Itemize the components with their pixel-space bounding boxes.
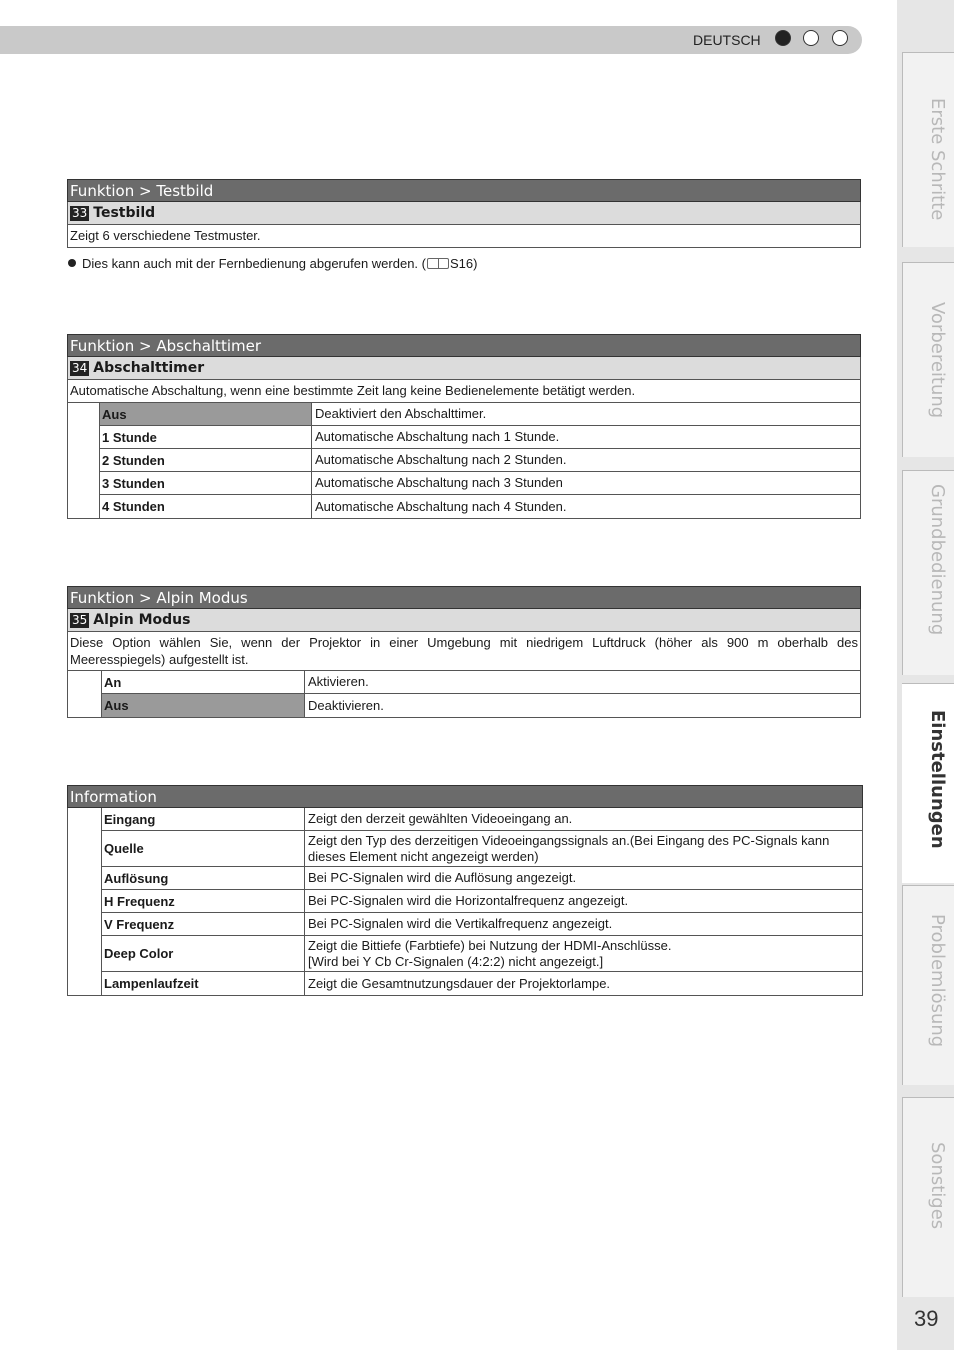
language-dot-empty-icon <box>803 30 819 46</box>
side-tab-label: Vorbereitung <box>927 302 948 419</box>
section-alpin-modus <box>67 586 861 718</box>
info-key: Auflösung <box>102 867 305 889</box>
item-label: Testbild <box>93 205 156 221</box>
table-row <box>102 694 860 717</box>
section-title: Information <box>67 785 863 808</box>
section-title: Funktion > Testbild <box>67 179 861 202</box>
info-key: Eingang <box>102 808 305 830</box>
table-row <box>102 808 862 831</box>
language-label: DEUTSCH <box>693 32 761 48</box>
section-testbild <box>67 179 861 248</box>
info-key: Lampenlaufzeit <box>102 972 305 995</box>
option-key: Aus <box>102 694 305 717</box>
language-dot-filled-icon <box>775 30 791 46</box>
info-value: Zeigt die Bittiefe (Farbtiefe) bei Nutzung der HDMI-Anschlüsse. [Wird bei Y Cb Cr-Signalen (4:2:2) nicht angezeigt.] <box>308 937 672 969</box>
section-information <box>67 785 863 996</box>
bullet-icon <box>68 259 76 267</box>
table-row <box>100 426 860 449</box>
table-row <box>102 867 862 890</box>
option-value: Deaktiviert den Abschalttimer. <box>315 406 487 421</box>
info-key: H Frequenz <box>102 890 305 912</box>
option-key: 3 Stunden <box>100 472 312 494</box>
item-label: Abschalttimer <box>93 360 205 376</box>
side-tab-label: Problemlösung <box>927 914 948 1048</box>
option-value: Deaktivieren. <box>308 697 384 713</box>
section-abschalttimer <box>67 334 861 519</box>
note <box>68 256 477 271</box>
table-row <box>100 403 860 426</box>
side-tab-label: Grundbedienung <box>927 484 948 636</box>
side-tab-label: Einstellungen <box>927 710 948 849</box>
table-row <box>102 913 862 936</box>
item-number: 35 <box>72 613 88 627</box>
table-row <box>100 449 860 472</box>
item-heading <box>67 609 861 632</box>
table-row <box>102 831 862 867</box>
information-table <box>67 808 863 996</box>
option-value: Automatische Abschaltung nach 3 Stunden <box>315 475 563 490</box>
table-row <box>102 890 862 913</box>
option-key: 2 Stunden <box>100 449 312 471</box>
option-key: Aus <box>100 403 312 425</box>
item-label: Alpin Modus <box>93 612 191 628</box>
table-row <box>102 671 860 694</box>
note-text: Dies kann auch mit der Fernbedienung abgerufen werden. ( <box>82 256 426 271</box>
item-description: Diese Option wählen Sie, wenn der Projektor in einer Umgebung mit niedrigem Luftdruck (höher als 900 m oberhalb des Meeresspiegels) aufgestellt ist. <box>67 632 861 671</box>
info-value: Zeigt die Gesamtnutzungsdauer der Projektorlampe. <box>308 975 611 991</box>
section-title: Funktion > Abschalttimer <box>67 334 861 357</box>
options-table <box>67 403 861 519</box>
item-heading <box>67 202 861 225</box>
item-number: 34 <box>72 361 88 375</box>
info-value: Bei PC-Signalen wird die Horizontalfrequenz angezeigt. <box>308 893 629 908</box>
table-row <box>100 472 860 495</box>
side-tab-label: Erste Schritte <box>927 98 948 221</box>
table-row <box>100 495 860 518</box>
option-value: Automatische Abschaltung nach 4 Stunden. <box>315 498 567 514</box>
option-value: Automatische Abschaltung nach 2 Stunden. <box>315 452 567 467</box>
section-title: Funktion > Alpin Modus <box>67 586 861 609</box>
page-number: 39 <box>914 1306 939 1331</box>
language-dot-empty-icon <box>832 30 848 46</box>
book-reference-icon <box>427 258 449 269</box>
table-row <box>102 972 862 995</box>
item-number: 33 <box>72 206 88 220</box>
item-heading <box>67 357 861 380</box>
option-value: Automatische Abschaltung nach 1 Stunde. <box>315 429 560 444</box>
item-description: Automatische Abschaltung, wenn eine bestimmte Zeit lang keine Bedienelemente betätigt werden. <box>67 380 861 403</box>
options-table <box>67 671 861 718</box>
side-tab-label: Sonstiges <box>927 1142 948 1230</box>
info-key: V Frequenz <box>102 913 305 935</box>
note-reference: S16) <box>450 256 478 271</box>
option-key: 1 Stunde <box>100 426 312 448</box>
info-value: Zeigt den derzeit gewählten Videoeingang an. <box>308 811 573 826</box>
info-value: Zeigt den Typ des derzeitigen Videoeingangssignals an.(Bei Eingang des PC-Signals kann dieses Element nicht angezeigt werden) <box>308 832 830 864</box>
option-key: 4 Stunden <box>100 495 312 518</box>
option-value: Aktivieren. <box>308 674 369 689</box>
table-row <box>102 936 862 972</box>
info-key: Quelle <box>102 831 305 866</box>
option-key: An <box>102 671 305 693</box>
info-value: Bei PC-Signalen wird die Vertikalfrequenz angezeigt. <box>308 916 613 931</box>
item-description: Zeigt 6 verschiedene Testmuster. <box>67 225 861 248</box>
info-value: Bei PC-Signalen wird die Auflösung angezeigt. <box>308 870 577 885</box>
info-key: Deep Color <box>102 936 305 971</box>
